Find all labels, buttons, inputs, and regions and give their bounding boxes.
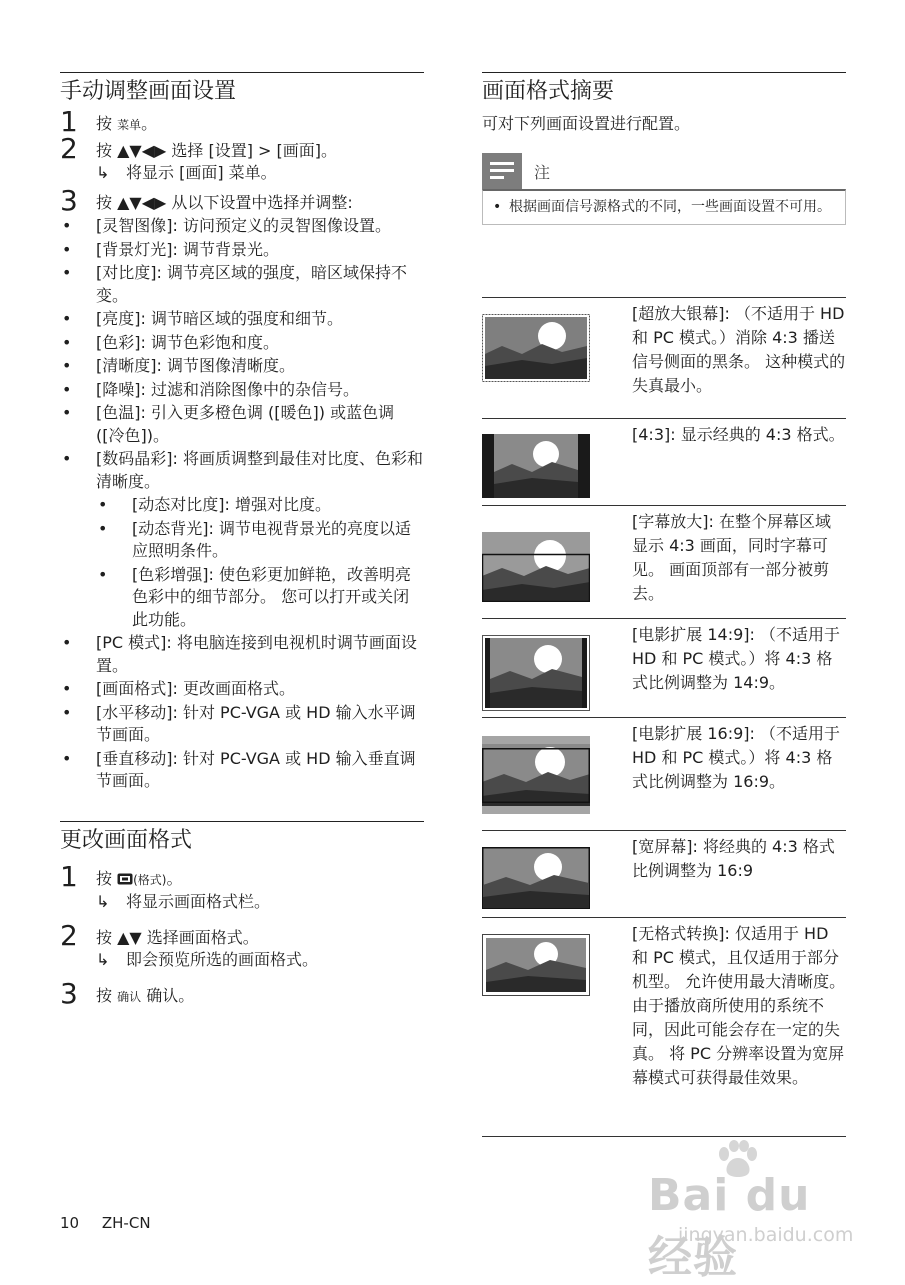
page-footer <box>60 1214 151 1232</box>
step-number: 3 <box>60 976 78 1010</box>
watermark-url: jingyan.baidu.com <box>678 1224 854 1246</box>
format-description: [字幕放大]: 在整个屏幕区域显示 4:3 画面，同时字幕可见。 画面顶部有一部分被剪去。 <box>632 512 831 603</box>
step-number: 1 <box>60 105 78 138</box>
format-row-unscaled <box>482 918 846 1137</box>
result-arrow-icon: ↳ <box>96 949 110 969</box>
subtitle-zoom-preview-icon <box>482 532 590 602</box>
baidu-watermark <box>648 1140 858 1283</box>
step-number: 1 <box>60 859 78 893</box>
format-description: [超放大银幕]: （不适用于 HD 和 PC 模式。）消除 4:3 播送信号侧面的黑条。 这种模式的失真最小。 <box>632 304 846 395</box>
list-item: • [色温]: 引入更多橙色调 ([暖色]) 或蓝色调 ([冷色])。 <box>60 402 424 447</box>
format-row-subtitle-zoom <box>482 506 846 619</box>
unscaled-preview-icon <box>482 934 590 996</box>
format-key-label: (格式) <box>133 872 167 887</box>
result-arrow-icon: ↳ <box>96 163 110 182</box>
step-3: 3 按 确认 确认。 <box>60 976 195 1010</box>
list-item: • [PC 模式]: 将电脑连接到电视机时调节画面设置。 <box>60 632 424 677</box>
list-item: • [灵智图像]: 访问预定义的灵智图像设置。 <box>60 215 424 238</box>
result-arrow-icon: ↳ <box>96 891 110 911</box>
list-item: • [垂直移动]: 针对 PC-VGA 或 HD 输入垂直调节画面。 <box>60 748 424 793</box>
list-item: • [色彩]: 调节色彩饱和度。 <box>60 332 424 355</box>
note-header <box>482 153 846 189</box>
format-row-super-zoom <box>482 298 846 419</box>
format-description: [电影扩展 14:9]: （不适用于 HD 和 PC 模式。）将 4:3 格式比例调整为 14:9。 <box>632 625 840 692</box>
format-button-icon <box>117 869 133 888</box>
section-title-format-summary: 画面格式摘要 <box>482 72 846 107</box>
movie-expand-16-9-preview-icon <box>482 736 590 814</box>
page-number: 10 <box>60 1214 80 1232</box>
note-label: 注 <box>534 162 551 182</box>
wide-screen-preview-icon <box>482 847 590 909</box>
step-2: 2 按 ▲▼◀▶ 选择 [设置] > [画面]。 ↳ 将显示 [画面] 菜单。 <box>60 140 424 184</box>
section-title-manual-picture: 手动调整画面设置 <box>60 72 424 107</box>
right-column <box>482 72 846 225</box>
format-row-wide-screen <box>482 831 846 918</box>
settings-list <box>60 215 424 793</box>
list-item: • [水平移动]: 针对 PC-VGA 或 HD 输入水平调节画面。 <box>60 702 424 747</box>
format-table <box>482 297 846 1137</box>
list-item: • [画面格式]: 更改画面格式。 <box>60 678 424 701</box>
step-result: ↳ 将显示画面格式栏。 <box>96 891 271 911</box>
aspect-4-3-preview-icon <box>482 434 590 498</box>
watermark-brand: Bai du 经验 <box>648 1170 811 1283</box>
list-item: • [降噪]: 过滤和消除图像中的杂信号。 <box>60 379 424 402</box>
format-row-4-3 <box>482 419 846 506</box>
note-text: • 根据画面信号源格式的不同，一些画面设置不可用。 <box>482 189 846 225</box>
note-icon <box>482 153 522 189</box>
list-item: • [亮度]: 调节暗区域的强度和细节。 <box>60 308 424 331</box>
list-item: • [背景灯光]: 调节背景光。 <box>60 239 424 262</box>
list-item: • [对比度]: 调节亮区域的强度，暗区域保持不变。 <box>60 262 424 307</box>
sub-list-item: • [动态背光]: 调节电视背景光的亮度以适应照明条件。 <box>60 518 424 563</box>
format-row-movie-14-9 <box>482 619 846 718</box>
menu-key-label: 菜单 <box>117 118 142 132</box>
format-description: [无格式转换]: 仅适用于 HD 和 PC 模式，且仅适用于部分机型。 允许使用最大清晰度。 由于播放商所使用的系统不同，因此可能会存在一定的失真。 将 PC 分辨率设置为宽屏幕模式可获得最佳效果。 <box>632 924 846 1087</box>
step-1: 1 按 菜单。 <box>60 105 158 138</box>
list-item: • [数码晶彩]: 将画质调整到最佳对比度、色彩和清晰度。 <box>60 448 424 493</box>
step-result: ↳ 将显示 [画面] 菜单。 <box>96 163 277 182</box>
step-number: 2 <box>60 918 78 952</box>
left-column <box>60 72 424 1008</box>
list-item: • [清晰度]: 调节图像清晰度。 <box>60 355 424 378</box>
intro-text: 可对下列画面设置进行配置。 <box>482 114 691 133</box>
step-result: ↳ 即会预览所选的画面格式。 <box>96 949 319 969</box>
step-number: 2 <box>60 132 78 165</box>
format-description: [宽屏幕]: 将经典的 4:3 格式比例调整为 16:9 <box>632 837 835 880</box>
note-box <box>482 153 846 225</box>
super-zoom-preview-icon <box>482 314 590 382</box>
section-title-change-format: 更改画面格式 <box>60 821 424 856</box>
step-2: 2 按 ▲▼ 选择画面格式。 ↳ 即会预览所选的画面格式。 <box>60 927 424 971</box>
step-3: 3 按 ▲▼◀▶ 从以下设置中选择并调整: <box>60 184 353 217</box>
sub-list-item: • [动态对比度]: 增强对比度。 <box>60 494 424 517</box>
format-description: [4:3]: 显示经典的 4:3 格式。 <box>632 425 845 444</box>
ok-key-label: 确认 <box>117 989 142 1004</box>
movie-expand-14-9-preview-icon <box>482 635 590 711</box>
step-number: 3 <box>60 184 78 217</box>
language-code: ZH-CN <box>101 1214 151 1232</box>
step-1: 1 按 (格式)。 ↳ 将显示画面格式栏。 <box>60 868 424 913</box>
sub-list-item: • [色彩增强]: 使色彩更加鲜艳，改善明亮色彩中的细节部分。 您可以打开或关闭此功能。 <box>60 564 424 632</box>
format-row-movie-16-9 <box>482 718 846 831</box>
format-description: [电影扩展 16:9]: （不适用于 HD 和 PC 模式。）将 4:3 格式比例调整为 16:9。 <box>632 724 840 791</box>
